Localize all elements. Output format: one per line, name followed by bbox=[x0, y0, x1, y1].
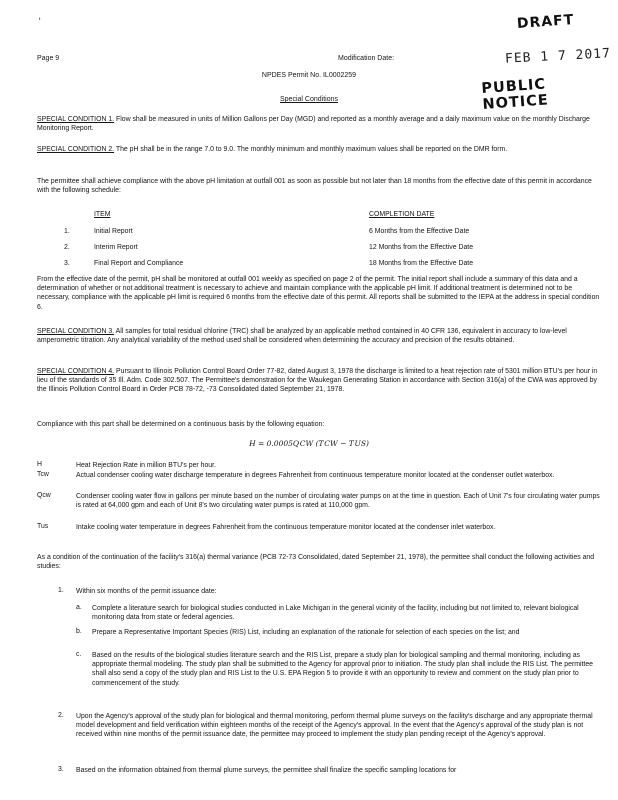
draft-stamp: DRAFT bbox=[516, 12, 575, 32]
modification-date-label: Modification Date: bbox=[338, 55, 395, 62]
schedule-row-item: Interim Report bbox=[94, 244, 138, 251]
schedule-row-item: Initial Report bbox=[94, 228, 133, 235]
symbol-label: Tcw bbox=[37, 471, 49, 478]
symbol-description: Actual condenser cooling water discharge temperature in degrees Fahrenheit from continuous temperature monitor located at the condenser outlet waterbox. bbox=[76, 472, 555, 479]
schedule-row-item: Final Report and Compliance bbox=[94, 260, 184, 267]
schedule-col-item: ITEM bbox=[94, 211, 111, 218]
sc1-text: Flow shall be measured in units of Million Gallons per Day (MGD) and reported as a monthly average and a daily maximum value on the monthly Discharge Monitoring Report. bbox=[37, 116, 590, 133]
sublist-item-letter: c. bbox=[76, 651, 82, 658]
symbol-label: Qcw bbox=[37, 492, 51, 499]
sublist-item-letter: a. bbox=[76, 604, 82, 611]
list-item-number: 1. bbox=[58, 587, 64, 594]
sc2-text: The pH shall be in the range 7.0 to 9.0. The monthly minimum and monthly maximum values shall be reported on the DMR form. bbox=[115, 146, 508, 153]
sc3-text: All samples for total residual chlorine (TRC) shall be analyzed by an applicable method contained in 40 CFR 136, equivalent in accuracy to low-level amperometric titration. Any analytical variability of the method used shall be considered when determining the accuracy and precision of the results obtained. bbox=[37, 328, 567, 345]
sc4-label: SPECIAL CONDITION 4. bbox=[37, 368, 115, 375]
sublist-item-text: Prepare a Representative Important Species (RIS) List, including an explanation of the rationale for selection of each species on the list; and bbox=[92, 629, 520, 636]
stamp-date: FEB 1 7 2017 bbox=[504, 46, 612, 67]
sublist-item-text: Based on the results of the biological studies literature search and the RIS List, prepare a study plan for biological sampling and thermal monitoring, including as appropriate thermal modeling. The study plan shall be submitted to the Agency for approval prior to initiation. The study plan shall include the RIS List. The permittee shall also send a copy of the study plan and RIS List to the U.S. EPA Region 5 to provide it with an opportunity to review and comment on the study plan prior to commencement of the study. bbox=[92, 652, 594, 687]
permit-number: NPDES Permit No. IL0002259 bbox=[261, 72, 357, 79]
public-notice-stamp: PUBLIC NOTICE bbox=[480, 76, 550, 113]
sc4-condition-intro: As a condition of the continuation of the facility's 316(a) thermal variance (PCB 72-73 Consolidated, dated September 21, 1978), the permittee shall conduct the following activities and studies: bbox=[37, 554, 595, 571]
special-condition-1 bbox=[37, 115, 603, 133]
section-title: Special Conditions bbox=[280, 96, 338, 103]
list-item-number: 3. bbox=[58, 766, 64, 773]
page-number: Page 9 bbox=[37, 55, 60, 62]
schedule-row-date: 12 Months from the Effective Date bbox=[369, 244, 474, 251]
special-condition-4 bbox=[37, 367, 603, 395]
sc4-compliance-sentence: Compliance with this part shall be determined on a continuous basis by the following equation: bbox=[37, 421, 325, 428]
sublist-item-text: Complete a literature search for biological studies conducted in Lake Michigan in the general vicinity of the facility, including but not limited to, relevant biological monitoring data from state or federal agencies. bbox=[92, 605, 579, 622]
schedule-row-date: 6 Months from the Effective Date bbox=[369, 228, 470, 235]
sc2-label: SPECIAL CONDITION 2. bbox=[37, 146, 115, 153]
schedule-row-num: 1. bbox=[64, 228, 70, 235]
sc2-compliance-paragraph: The permittee shall achieve compliance with the above pH limitation at outfall 001 as soon as possible but not later than 18 months from the effective date of this permit in accordance with the following schedule: bbox=[37, 178, 592, 195]
sc4-text: Pursuant to Illinois Pollution Control Board Order 77-82, dated August 3, 1978 the discharge is limited to a heat rejection rate of 5301 million BTU's per hour in lieu of the standards of 35 Ill. Adm. Code 302.507. The Permittee's demonstration for the Waukegan Generating Station in accordance with Section 316(a) of the CWA was approved by the Illinois Pollution Control Board in Order PCB 78-72, -73 Consolidated dated September 21, 1978. bbox=[37, 368, 598, 394]
symbol-description: Intake cooling water temperature in degrees Fahrenheit from the continuous temperature monitor located at the condenser inlet waterbox. bbox=[76, 524, 496, 531]
sc3-label: SPECIAL CONDITION 3. bbox=[37, 328, 115, 335]
symbol-label: H bbox=[37, 461, 42, 468]
sc1-label: SPECIAL CONDITION 1. bbox=[37, 116, 115, 123]
list-item-text: Upon the Agency's approval of the study plan for biological and thermal monitoring, perform thermal plume surveys on the facility's discharge and any appropriate thermal model development and field verification within eighteen months of the receipt of the Agency's approval. In the event that the Agency's approval of the study plan is not received within nine months of the permit issuance date, the permittee may proceed to implement the study plan pending receipt of the Agency's approval. bbox=[76, 713, 593, 739]
schedule-row-num: 3. bbox=[64, 260, 70, 267]
special-condition-2 bbox=[37, 145, 603, 154]
symbol-description: Condenser cooling water flow in gallons per minute based on the number of circulating water pumps on at the time in question. Each of Unit 7's four circulating water pumps is rated at 64,000 gpm and each of Unit 8's two circulating water pumps is rated at 110,000 gpm. bbox=[76, 493, 600, 510]
schedule-col-date: COMPLETION DATE bbox=[369, 211, 435, 218]
list-item-number: 2. bbox=[58, 712, 64, 719]
sc2-followup-paragraph: From the effective date of the permit, pH shall be monitored at outfall 001 weekly as specified on page 2 of the permit. The initial report shall include a summary of this data and a determination of whether or not additional treatment is necessary to achieve and maintain compliance with the applicable pH limit. If additional treatment is determined not to be necessary, compliance with the applicable pH limit is required 6 months from the effective date of this permit. All reports shall be submitted to the IEPA at the address in special condition 6. bbox=[37, 276, 600, 311]
list-item-text: Within six months of the permit issuance date: bbox=[76, 588, 217, 595]
list-item-text: Based on the information obtained from thermal plume surveys, the permittee shall finalize the specific sampling locations for bbox=[76, 767, 457, 774]
symbol-description: Heat Rejection Rate in million BTU's per hour. bbox=[76, 462, 216, 469]
symbol-label: Tus bbox=[37, 523, 49, 530]
special-condition-3 bbox=[37, 327, 603, 345]
schedule-row-num: 2. bbox=[64, 244, 70, 251]
sublist-item-letter: b. bbox=[76, 628, 82, 635]
schedule-row-date: 18 Months from the Effective Date bbox=[369, 260, 474, 267]
corner-mark: ' bbox=[37, 17, 43, 27]
heat-rejection-equation: H = 0.0005Q CW (T CW − T US) bbox=[249, 439, 369, 448]
